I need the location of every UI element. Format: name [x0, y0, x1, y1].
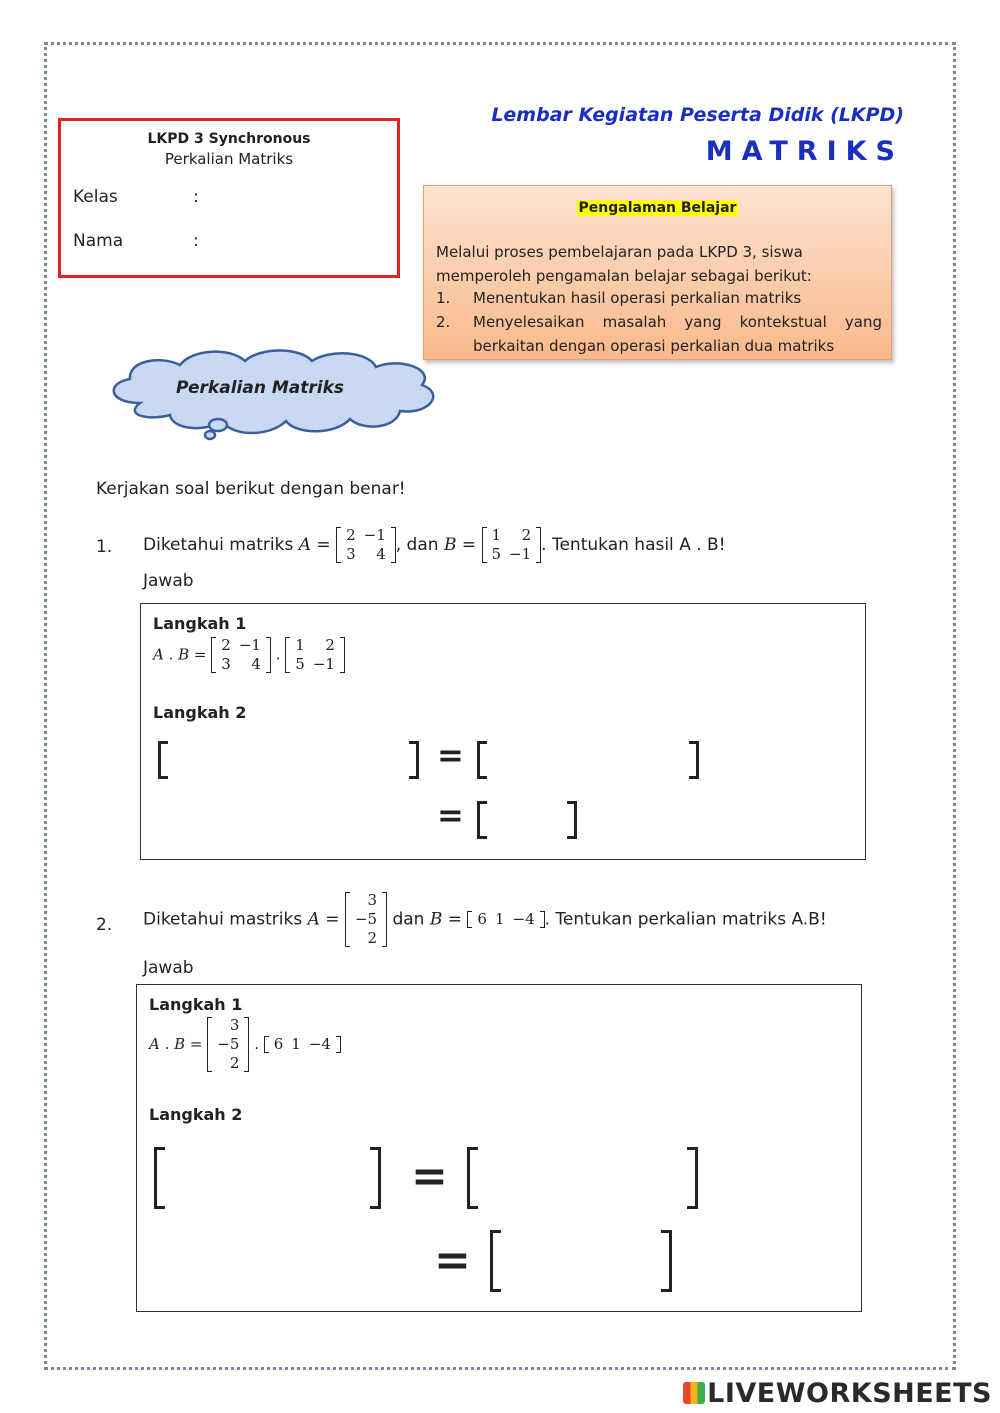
q1-step1-label: Langkah 1 [153, 614, 247, 633]
learning-experience-box [423, 185, 892, 360]
experience-intro: Melalui proses pembelajaran pada LKPD 3, siswa memperoleh pengamalan belajar sebagai berikut: [436, 243, 812, 285]
q2-final-bracket-right [661, 1230, 672, 1292]
q1-step2-label: Langkah 2 [153, 703, 247, 722]
kelas-colon: : [193, 187, 199, 207]
cloud-label: Perkalian Matriks [176, 378, 344, 398]
nama-label: Nama [73, 231, 124, 251]
q2-step1-label: Langkah 1 [149, 995, 243, 1014]
header-subtitle: MATRIKS [705, 136, 904, 167]
nama-colon: : [193, 231, 199, 251]
question-1-number: 1. [96, 537, 113, 557]
question-2-jawab: Jawab [143, 958, 194, 978]
q2-step2-label: Langkah 2 [149, 1105, 243, 1124]
q2-result-bracket-right [687, 1147, 698, 1209]
q2-equals-1: = [411, 1151, 448, 1202]
question-1-text: Diketahui matriks A = 2 −1 3 4 , dan B = 1 2 5 −1 . Tentukan hasil A . B! [143, 526, 726, 563]
kelas-label: Kelas [73, 187, 118, 207]
q1-matrix-a: 2 −1 3 4 [336, 526, 396, 564]
instruction: Kerjakan soal berikut dengan benar! [96, 479, 406, 499]
q1-answer-bracket-left [158, 741, 168, 779]
q2-answer-bracket-left [154, 1147, 165, 1209]
info-box [58, 118, 400, 278]
q2-equals-2: = [434, 1235, 471, 1286]
liveworksheets-logo[interactable]: LIVEWORKSHEETS [683, 1378, 992, 1409]
q2-result-bracket-left [467, 1147, 478, 1209]
question-2-text: Diketahui mastriks A = 3 −5 2 dan B = 6 1 −4 . Tentukan perkalian matriks A.B! [143, 891, 827, 947]
q1-matrix-b: 1 2 5 −1 [482, 526, 542, 564]
q1-result-bracket-right [689, 741, 699, 779]
q1-equals-2: = [437, 796, 464, 834]
answer-box-2 [136, 984, 862, 1312]
question-1-jawab: Jawab [143, 571, 194, 591]
q2-answer-bracket-right [370, 1147, 381, 1209]
q1-equals-1: = [437, 736, 464, 774]
experience-title: Pengalaman Belajar [578, 200, 737, 216]
q1-step1-expression: A . B = 2 −1 3 4 . 1 2 5 −1 [153, 636, 345, 674]
q2-step1-expression: A . B = 3 −5 2 . 6 1 −4 [149, 1016, 341, 1073]
info-subtitle: Perkalian Matriks [164, 150, 294, 168]
q2-matrix-b: 6 1 −4 [467, 910, 544, 929]
header-title: Lembar Kegiatan Peserta Didik (LKPD) [491, 104, 904, 126]
question-2-number: 2. [96, 915, 113, 935]
q1-result-bracket-left [477, 741, 487, 779]
q2-final-bracket-left [490, 1230, 501, 1292]
q2-matrix-a: 3 −5 2 [345, 891, 387, 948]
q1-final-bracket-left [477, 801, 487, 839]
info-title: LKPD 3 Synchronous [147, 131, 311, 147]
experience-item: 2. Menyelesaikan masalah yang kontekstual yang berkaitan dengan operasi perkalian dua matriks [436, 313, 882, 355]
answer-box-1 [140, 603, 866, 860]
q1-final-bracket-right [567, 801, 577, 839]
liveworksheets-logo-icon [683, 1382, 705, 1404]
experience-item: 1. Menentukan hasil operasi perkalian matriks [436, 289, 802, 307]
q1-answer-bracket-right [409, 741, 419, 779]
